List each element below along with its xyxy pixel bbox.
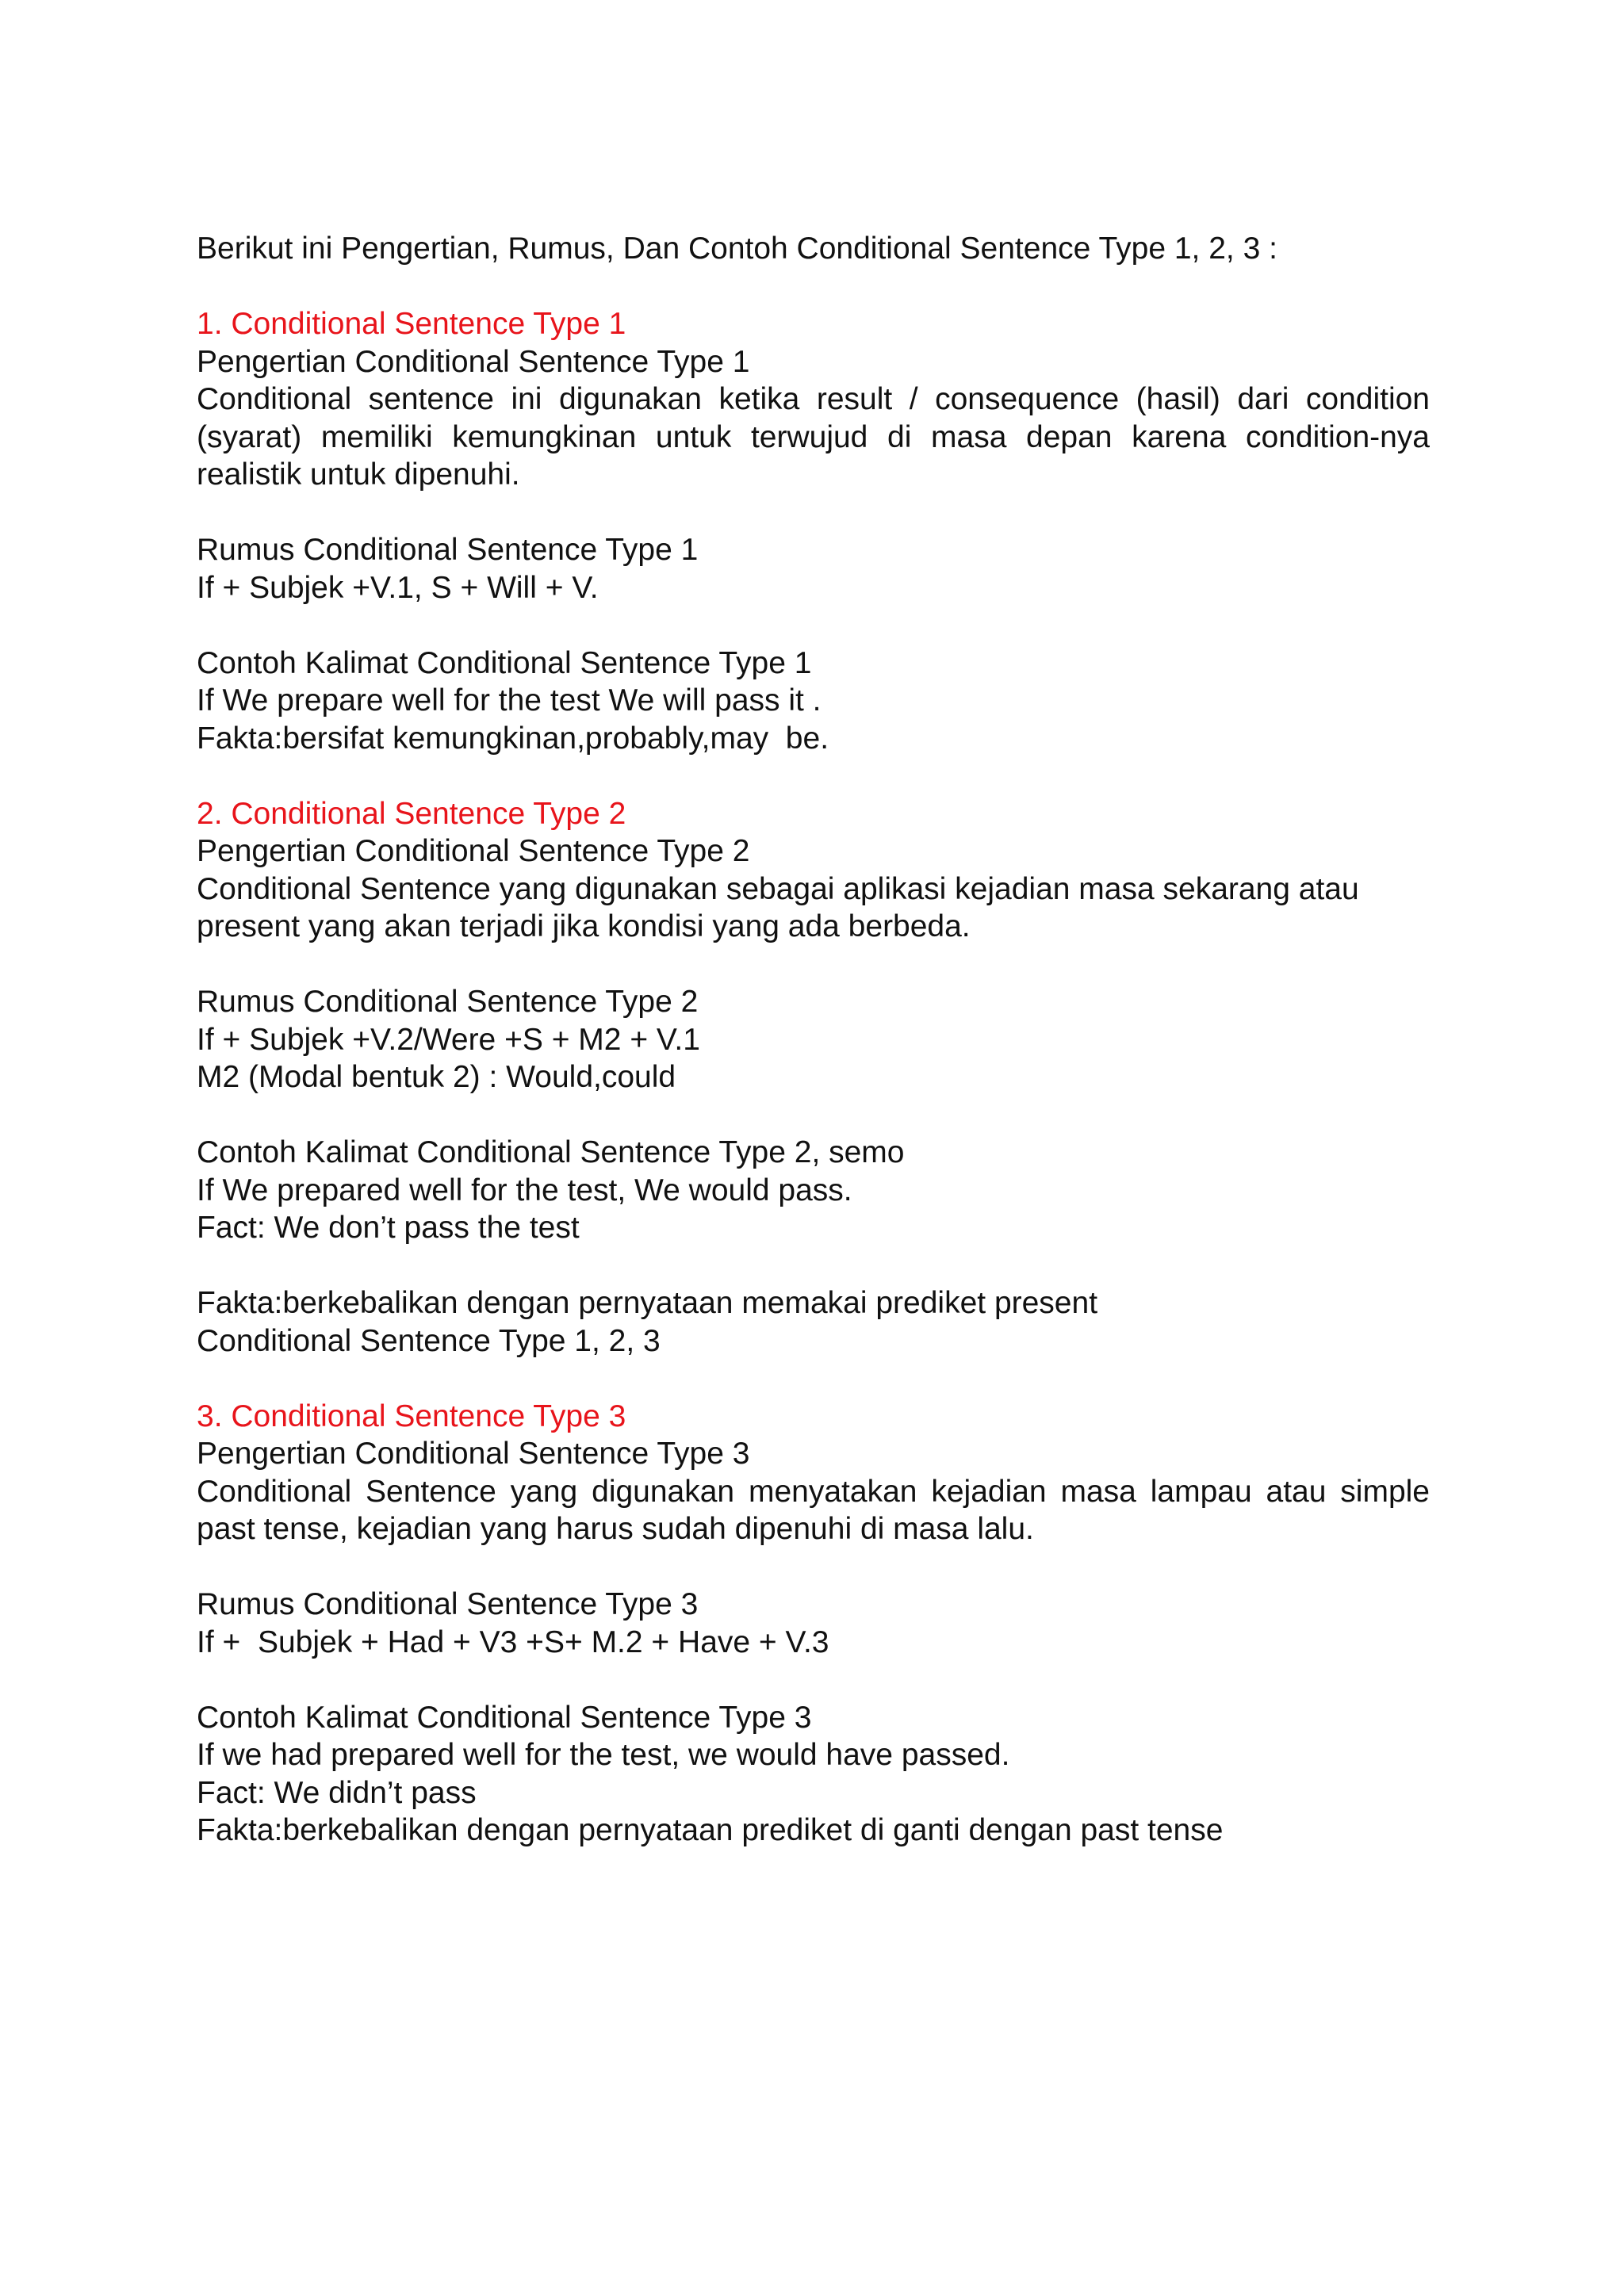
definition-text-line-1: Conditional Sentence yang digunakan sebagai aplikasi kejadian masa sekarang atau	[197, 871, 1359, 906]
formula-title: Rumus Conditional Sentence Type 1	[197, 533, 699, 567]
section-heading: 3. Conditional Sentence Type 3	[197, 1399, 626, 1433]
definition-text-line-2: present yang akan terjadi jika kondisi yang ada berbeda.	[197, 909, 971, 943]
example-title: Contoh Kalimat Conditional Sentence Type 3	[197, 1700, 812, 1735]
formula: If + Subjek + Had + V3 +S+ M.2 + Have + V.3	[197, 1624, 829, 1659]
section-type-3	[197, 1398, 1430, 1850]
fact-note: Fakta:berkebalikan dengan pernyataan prediket di ganti dengan past tense	[197, 1813, 1224, 1847]
spacer	[197, 1661, 1430, 1699]
example-title: Contoh Kalimat Conditional Sentence Type 2, semo	[197, 1135, 905, 1169]
fact-text: Fakta:bersifat kemungkinan,probably,may be.	[197, 721, 829, 756]
fact-note-2: Conditional Sentence Type 1, 2, 3	[197, 1323, 661, 1358]
example-sentence: If We prepare well for the test We will pass it .	[197, 683, 822, 718]
modal-note: M2 (Modal bentuk 2) : Would,could	[197, 1060, 676, 1094]
section-heading: 2. Conditional Sentence Type 2	[197, 796, 626, 831]
fact-note: Fakta:berkebalikan dengan pernyataan memakai prediket present	[197, 1286, 1098, 1320]
formula-title: Rumus Conditional Sentence Type 3	[197, 1587, 699, 1621]
spacer	[197, 607, 1430, 645]
spacer	[197, 1548, 1430, 1586]
definition-title: Pengertian Conditional Sentence Type 2	[197, 834, 750, 868]
example-sentence: If we had prepared well for the test, we would have passed.	[197, 1738, 1010, 1772]
spacer	[197, 946, 1430, 984]
spacer	[197, 757, 1430, 795]
example-sentence: If We prepared well for the test, We would pass.	[197, 1173, 852, 1207]
definition-title: Pengertian Conditional Sentence Type 3	[197, 1437, 750, 1471]
intro-text: Berikut ini Pengertian, Rumus, Dan Contoh Conditional Sentence Type 1, 2, 3 :	[197, 232, 1277, 266]
fact-text: Fact: We didn’t pass	[197, 1775, 477, 1810]
fact-text: Fact: We don’t pass the test	[197, 1211, 580, 1245]
spacer	[197, 1096, 1430, 1135]
spacer	[197, 268, 1430, 306]
spacer	[197, 494, 1430, 532]
spacer	[197, 1247, 1430, 1285]
definition-title: Pengertian Conditional Sentence Type 1	[197, 344, 750, 379]
document-body	[197, 230, 1430, 1850]
formula: If + Subjek +V.1, S + Will + V.	[197, 570, 599, 605]
example-title: Contoh Kalimat Conditional Sentence Type 1	[197, 645, 812, 680]
formula: If + Subjek +V.2/Were +S + M2 + V.1	[197, 1022, 700, 1057]
section-type-1	[197, 305, 1430, 757]
definition-text: Conditional sentence ini digunakan ketika result / consequence (hasil) dari condition (syarat) memiliki kemungkinan untuk terwujud di masa depan karena condition-nya realistik untuk dipenuhi.	[197, 382, 1430, 492]
formula-title: Rumus Conditional Sentence Type 2	[197, 985, 699, 1019]
spacer	[197, 1360, 1430, 1398]
section-type-2	[197, 795, 1430, 1360]
section-heading: 1. Conditional Sentence Type 1	[197, 307, 626, 341]
definition-text: Conditional Sentence yang digunakan menyatakan kejadian masa lampau atau simple past tense, kejadian yang harus sudah dipenuhi di masa lalu.	[197, 1474, 1430, 1546]
